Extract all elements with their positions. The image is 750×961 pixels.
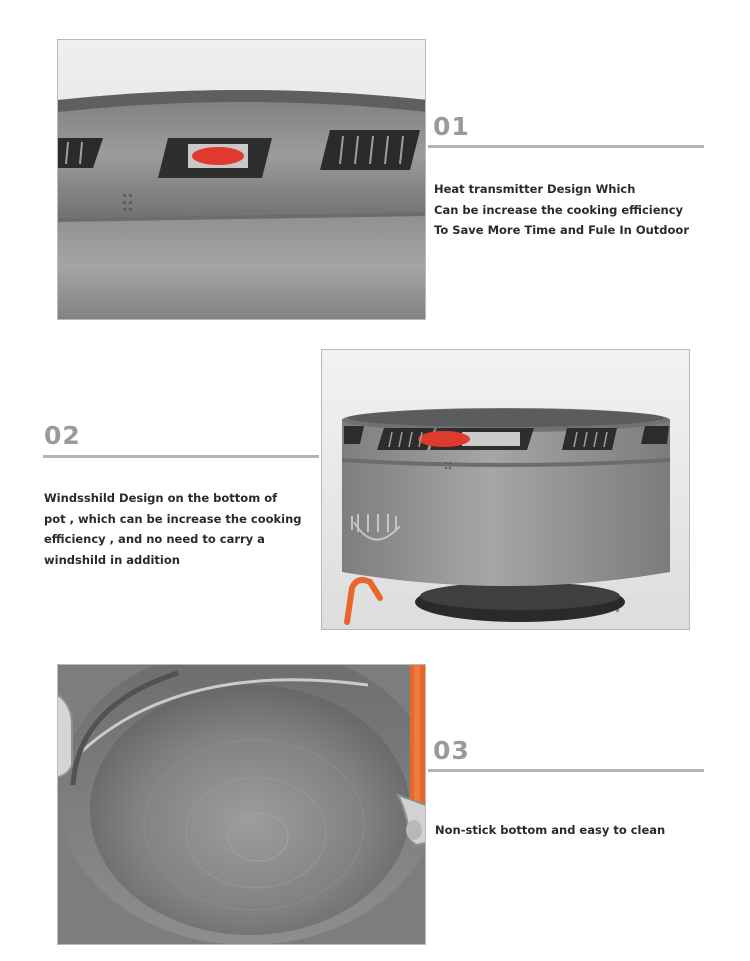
photo-heat-transmitter xyxy=(57,39,426,320)
feature-03-line-1: Non-stick bottom and easy to clean xyxy=(435,823,666,837)
feature-divider-01 xyxy=(428,145,704,148)
feature-01-line-2: Can be increase the cooking efficiency xyxy=(434,202,684,217)
feature-description-01 xyxy=(434,179,689,241)
feature-02-line-1: Windsshild Design on the bottom of xyxy=(44,491,278,505)
feature-number-02: 02 xyxy=(44,421,81,450)
photo-windshield-design xyxy=(321,349,690,630)
feature-02-line-2: pot , which can be increase the cooking xyxy=(44,511,302,526)
feature-number-01: 01 xyxy=(433,112,470,141)
feature-01-line-1: Heat transmitter Design Which xyxy=(434,182,636,196)
feature-01-line-3: To Save More Time and Fule In Outdoor xyxy=(434,223,689,238)
feature-number-03: 03 xyxy=(433,736,470,765)
feature-description-03 xyxy=(435,820,665,841)
photo-non-stick-bottom xyxy=(57,664,426,945)
feature-02-line-4: windshild in addition xyxy=(44,553,180,568)
feature-divider-02 xyxy=(43,455,319,458)
feature-02-line-3: efficiency , and no need to carry a xyxy=(44,532,265,547)
feature-divider-03 xyxy=(428,769,704,772)
feature-description-02 xyxy=(44,488,302,571)
